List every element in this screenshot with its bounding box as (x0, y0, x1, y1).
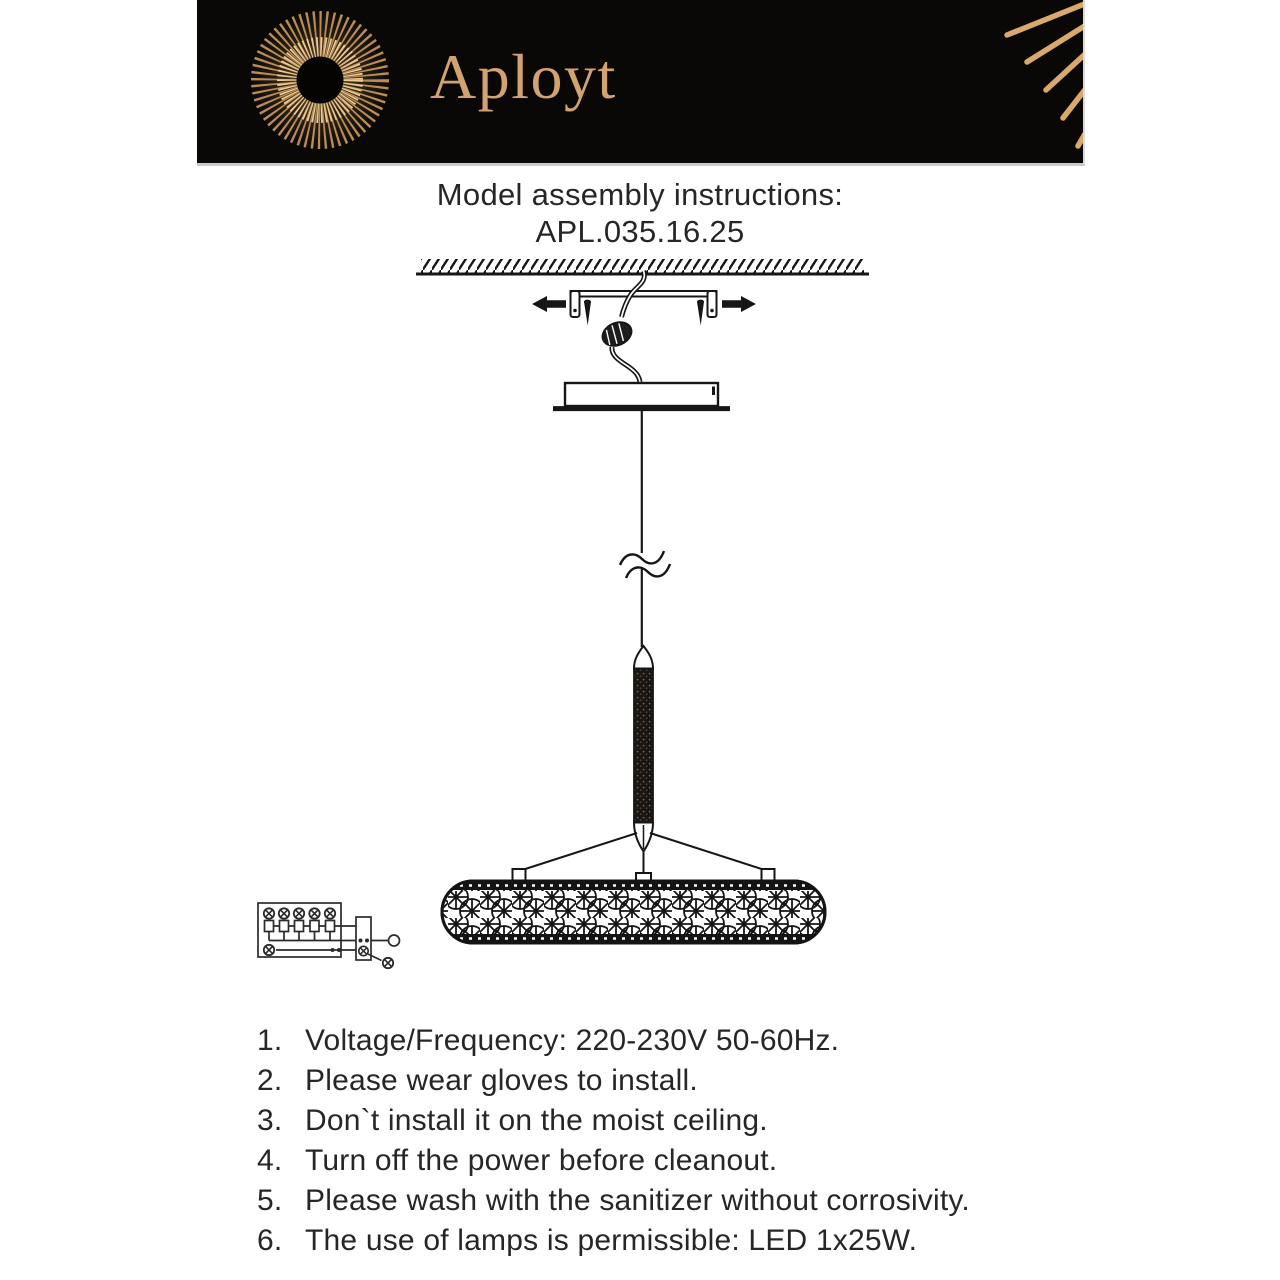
item-text: Please wash with the sanitizer without corrosivity. (305, 1184, 970, 1217)
wire-connector (599, 318, 635, 350)
instruction-item (257, 1141, 970, 1181)
instruction-item (257, 1061, 970, 1101)
slide-arrows (532, 296, 756, 312)
suspension-cable (620, 411, 670, 647)
item-text: The use of lamps is permissible: LED 1x25W. (305, 1224, 918, 1257)
page-title-line1: Model assembly instructions: (436, 177, 844, 212)
item-number: 2. (257, 1064, 283, 1097)
instruction-list (257, 1021, 970, 1261)
banner-art (197, 0, 1083, 163)
item-text: Turn off the power before cleanout. (305, 1144, 778, 1177)
decorative-rod (634, 646, 653, 852)
mounting-bracket (571, 291, 717, 317)
item-number: 4. (257, 1144, 283, 1177)
arrow-left-icon (532, 296, 566, 312)
canopy (553, 383, 730, 409)
crystal-ring-shade (442, 881, 825, 943)
wiring-schematic (258, 903, 400, 968)
brand-name: Aployt (430, 41, 617, 112)
page-title (0, 176, 1280, 250)
instruction-item (257, 1181, 970, 1221)
instruction-item (257, 1101, 970, 1141)
item-text: Voltage/Frequency: 220-230V 50-60Hz. (305, 1024, 840, 1057)
sunburst-icon (250, 10, 390, 150)
arrow-right-icon (722, 296, 756, 312)
model-number: APL.035.16.25 (535, 214, 745, 249)
instruction-item (257, 1021, 970, 1061)
light-rays-icon (1007, 0, 1083, 163)
item-text: Don`t install it on the moist ceiling. (305, 1104, 768, 1137)
item-number: 6. (257, 1224, 283, 1257)
brand-banner (197, 0, 1085, 166)
instruction-item (257, 1221, 970, 1261)
power-wire (599, 271, 645, 382)
assembly-diagram (0, 250, 1280, 990)
item-number: 3. (257, 1104, 283, 1137)
cable-break-icon (620, 551, 670, 578)
mounting-screw-icon (584, 300, 704, 326)
item-number: 1. (257, 1024, 283, 1057)
item-number: 5. (257, 1184, 283, 1217)
item-text: Please wear gloves to install. (305, 1064, 698, 1097)
